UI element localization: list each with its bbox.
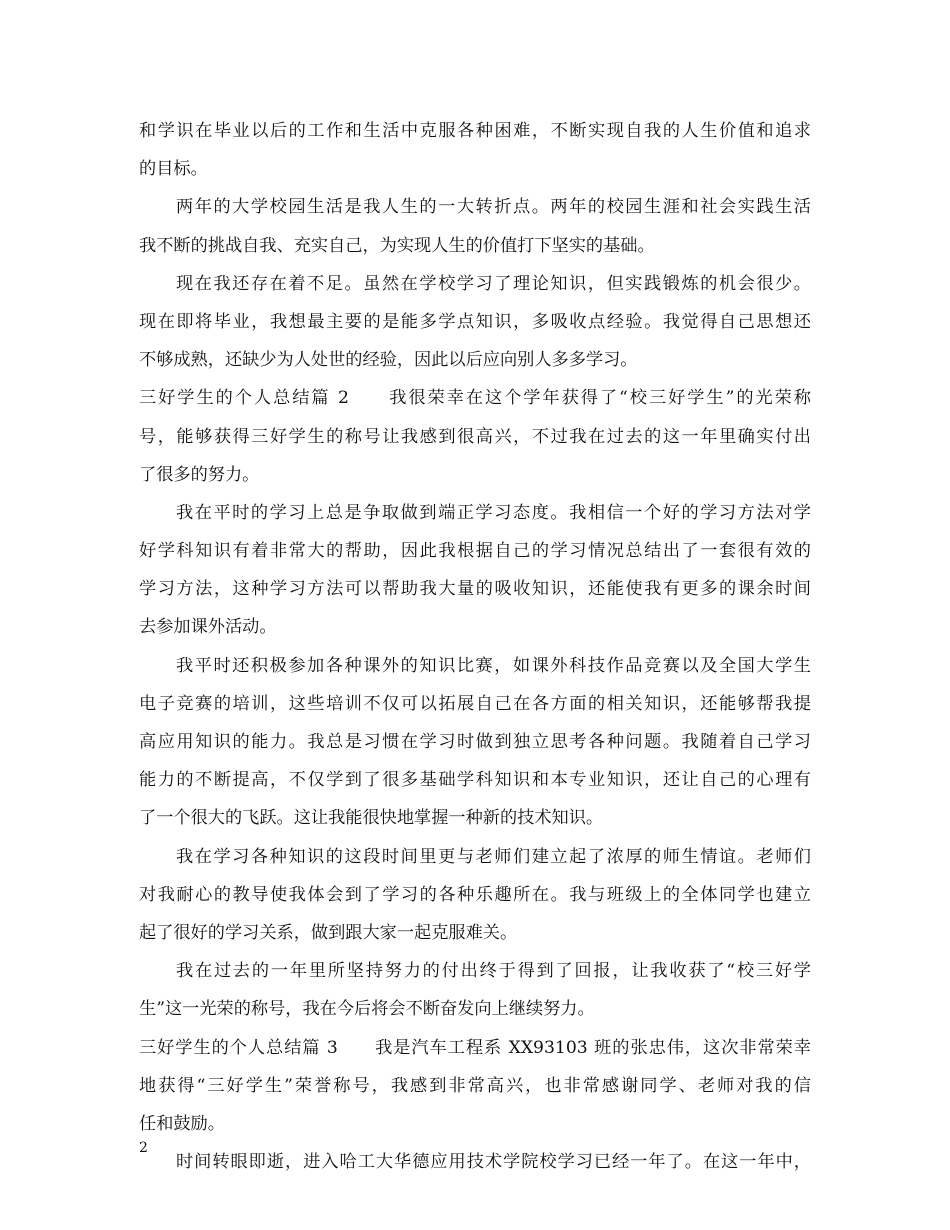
text-line: 现在我还存在着不足。虽然在学校学习了理论知识，但实践锻炼的机会很少。 — [176, 273, 811, 294]
text-line: 起了很好的学习关系，做到跟大家一起克服难关。 — [139, 922, 518, 943]
text-line: 好学科知识有着非常大的帮助，因此我根据自己的学习情况总结出了一套很有效的 — [139, 541, 811, 562]
text-line: 三好学生的个人总结篇 3 我是汽车工程系 XX93103 班的张忠伟，这次非常荣幸 — [139, 1037, 811, 1058]
text-line: 去参加课外活动。 — [139, 617, 277, 638]
page-number: 2 — [139, 1140, 148, 1156]
text-line: 生”这一光荣的称号，我在今后将会不断奋发向上继续努力。 — [139, 999, 595, 1020]
text-line: 电子竞赛的培训，这些培训不仅可以拓展自己在各方面的相关知识，还能够帮我提 — [139, 693, 811, 714]
text-line: 号，能够获得三好学生的称号让我感到很高兴，不过我在过去的这一年里确实付出 — [139, 426, 811, 447]
text-line: 的目标。 — [139, 159, 208, 180]
text-line: 了一个很大的飞跃。这让我能很快地掌握一种新的技术知识。 — [139, 808, 604, 829]
document-body — [139, 112, 811, 1181]
text-line: 任和鼓励。 — [139, 1113, 225, 1134]
text-line: 对我耐心的教导使我体会到了学习的各种乐趣所在。我与班级上的全体同学也建立 — [139, 884, 811, 905]
text-line: 我不断的挑战自我、充实自己，为实现人生的价值打下坚实的基础。 — [139, 235, 655, 256]
text-line: 我在学习各种知识的这段时间里更与老师们建立起了浓厚的师生情谊。老师们 — [176, 846, 811, 867]
text-line: 和学识在毕业以后的工作和生活中克服各种困难，不断实现自我的人生价值和追求 — [139, 121, 811, 141]
text-line: 学习方法，这种学习方法可以帮助我大量的吸收知识，还能使我有更多的课余时间 — [139, 579, 811, 600]
text-line: 地获得“三好学生”荣誉称号，我感到非常高兴，也非常感谢同学、老师对我的信 — [139, 1075, 811, 1096]
text-line: 三好学生的个人总结篇 2 我很荣幸在这个学年获得了“校三好学生”的光荣称 — [139, 388, 811, 409]
text-line: 我在平时的学习上总是争取做到端正学习态度。我相信一个好的学习方法对学 — [176, 502, 811, 523]
text-line: 现在即将毕业，我想最主要的是能多学点知识，多吸收点经验。我觉得自己思想还 — [139, 311, 811, 332]
text-line: 能力的不断提高，不仅学到了很多基础学科知识和本专业知识，还让自己的心理有 — [139, 770, 811, 791]
text-line: 两年的大学校园生活是我人生的一大转折点。两年的校园生涯和社会实践生活 — [176, 197, 811, 218]
text-line: 了很多的努力。 — [139, 464, 260, 485]
text-line: 高应用知识的能力。我总是习惯在学习时做到独立思考各种问题。我随着自己学习 — [139, 732, 811, 752]
text-line: 时间转眼即逝，进入哈工大华德应用技术学院校学习已经一年了。在这一年中， — [176, 1152, 811, 1173]
text-line: 不够成熟，还缺少为人处世的经验，因此以后应向别人多多学习。 — [139, 350, 638, 371]
text-line: 我在过去的一年里所坚持努力的付出终于得到了回报，让我收获了“校三好学 — [176, 961, 811, 982]
text-line: 我平时还积极参加各种课外的知识比赛，如课外科技作品竞赛以及全国大学生 — [176, 655, 811, 676]
